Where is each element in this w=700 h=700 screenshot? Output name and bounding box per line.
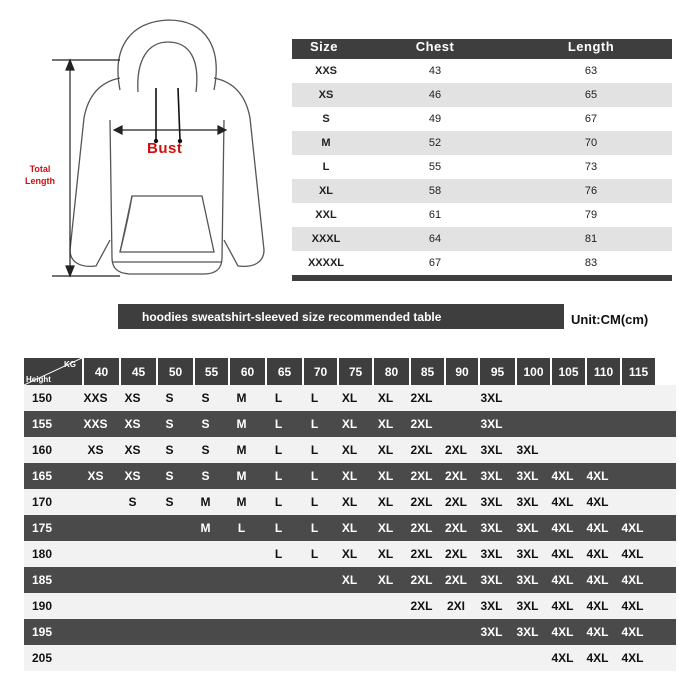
weight-header-cell: 70	[304, 358, 337, 385]
size-recommendation-cell	[405, 645, 438, 671]
size-recommendation-cell: L	[274, 391, 283, 405]
size-recommendation-cell: XXS	[83, 417, 108, 431]
size-recommendation-cell: XL	[377, 521, 394, 535]
size-recommendation-cell	[546, 411, 579, 437]
height-cell: 170	[32, 495, 53, 509]
size-recommendation-cell: XS	[124, 391, 141, 405]
size-recommendation-cell	[333, 619, 366, 645]
size-recommendation-cell: S	[165, 391, 174, 405]
size-recommendation-cell	[152, 619, 187, 645]
size-cell: L	[322, 161, 330, 173]
size-table-row	[292, 227, 672, 251]
size-table-header	[292, 39, 672, 59]
size-recommendation-cell: M	[236, 495, 247, 509]
size-recommendation-cell: 3XL	[516, 469, 539, 483]
size-recommendation-cell	[298, 619, 331, 645]
size-recommendation-cell: L	[274, 443, 283, 457]
length-cell: 67	[584, 113, 598, 125]
size-recommendation-cell: L	[274, 417, 283, 431]
weight-header-row	[24, 358, 676, 385]
size-recommendation-cell: 3XL	[516, 521, 539, 535]
size-recommendation-cell	[546, 385, 579, 411]
size-recommendation-cell	[333, 593, 366, 619]
chest-cell: 61	[428, 209, 442, 221]
height-cell: 195	[32, 625, 53, 639]
size-recommendation-cell: 2XI	[446, 599, 465, 613]
height-row	[24, 411, 676, 437]
size-recommendation-cell: XL	[377, 391, 394, 405]
chest-cell: 64	[428, 233, 442, 245]
size-table-row	[292, 155, 672, 179]
size-cell: XXS	[314, 65, 337, 77]
size-recommendation-cell: L	[274, 521, 283, 535]
size-recommendation-cell: XL	[377, 443, 394, 457]
size-recommendation-cell	[440, 411, 472, 437]
weight-header-cell: 100	[517, 358, 550, 385]
size-recommendation-cell: 3XL	[480, 495, 503, 509]
size-recommendation-cell	[78, 489, 113, 515]
size-recommendation-cell: XXS	[83, 391, 108, 405]
size-recommendation-cell: XS	[124, 417, 141, 431]
weight-header-cell: 95	[480, 358, 515, 385]
height-cell: 160	[32, 443, 53, 457]
size-recommendation-cell: 4XL	[621, 573, 644, 587]
size-recommendation-cell	[115, 593, 150, 619]
size-recommendation-cell	[368, 645, 403, 671]
height-row	[24, 489, 676, 515]
size-recommendation-cell: 4XL	[621, 547, 644, 561]
size-recommendation-cell: M	[236, 469, 247, 483]
size-recommendation-cell: 3XL	[480, 625, 503, 639]
size-recommendation-cell: 2XL	[410, 547, 433, 561]
length-cell: 65	[584, 89, 598, 101]
height-cell: 150	[32, 391, 53, 405]
size-recommendation-cell: 4XL	[551, 651, 574, 665]
header-length: Length	[567, 39, 615, 54]
size-recommendation-cell: XL	[341, 417, 358, 431]
chest-cell: 43	[428, 65, 442, 77]
size-table-row	[292, 131, 672, 155]
chest-cell: 49	[428, 113, 442, 125]
height-cell: 165	[32, 469, 53, 483]
size-recommendation-cell	[511, 411, 544, 437]
size-recommendation-cell: XL	[341, 521, 358, 535]
size-recommendation-cell	[115, 567, 150, 593]
length-cell: 70	[584, 137, 598, 149]
size-recommendation-cell: 3XL	[516, 495, 539, 509]
size-recommendation-cell: 3XL	[516, 573, 539, 587]
size-recommendation-cell	[298, 645, 331, 671]
size-recommendation-cell	[298, 593, 331, 619]
size-recommendation-cell: 2XL	[410, 417, 433, 431]
size-recommendation-cell: XL	[377, 417, 394, 431]
chest-cell: 46	[428, 89, 442, 101]
size-recommendation-cell: 4XL	[551, 573, 574, 587]
size-recommendation-cell: XS	[124, 443, 141, 457]
height-row	[24, 541, 676, 567]
size-recommendation-cell: L	[310, 417, 319, 431]
size-recommendation-cell	[261, 567, 296, 593]
height-cell: 190	[32, 599, 53, 613]
size-recommendation-cell	[511, 385, 544, 411]
size-recommendation-cell: 2XL	[410, 469, 433, 483]
size-recommendation-cell	[474, 645, 509, 671]
size-recommendation-cell: XS	[87, 469, 104, 483]
recommend-banner: hoodies sweatshirt-sleeved size recommended table	[118, 304, 564, 329]
height-row	[24, 619, 676, 645]
size-recommendation-cell: S	[165, 469, 174, 483]
size-recommendation-cell: 3XL	[480, 391, 503, 405]
size-cell: S	[322, 113, 330, 125]
size-recommendation-cell: 2XL	[410, 573, 433, 587]
size-recommendation-cell: S	[165, 495, 174, 509]
size-recommendation-cell: S	[201, 417, 210, 431]
size-recommendation-cell	[78, 645, 113, 671]
unit-label: Unit:CM(cm)	[571, 312, 649, 327]
size-cell: M	[321, 137, 331, 149]
size-recommendation-cell: XL	[377, 495, 394, 509]
size-recommendation-cell	[189, 619, 222, 645]
size-recommendation-cell	[152, 593, 187, 619]
size-recommendation-cell: XL	[341, 391, 358, 405]
size-recommendation-cell: 3XL	[480, 547, 503, 561]
size-recommendation-cell: L	[274, 495, 283, 509]
length-cell: 76	[584, 185, 598, 197]
size-cell: XXXL	[311, 233, 341, 245]
size-recommendation-cell	[298, 567, 331, 593]
height-row	[24, 645, 676, 671]
height-cell: 175	[32, 521, 53, 535]
size-recommendation-cell: 4XL	[551, 547, 574, 561]
size-recommendation-cell	[224, 567, 259, 593]
size-recommendation-cell	[440, 645, 472, 671]
size-recommendation-cell: XL	[341, 547, 358, 561]
weight-header-cell: 75	[339, 358, 372, 385]
size-recommendation-cell: 2XL	[410, 391, 433, 405]
size-recommendation-cell: L	[274, 469, 283, 483]
size-recommendation-cell: 2XL	[410, 599, 433, 613]
size-recommendation-cell: 3XL	[480, 521, 503, 535]
size-cell: XXL	[315, 209, 337, 221]
length-cell: 83	[584, 257, 598, 269]
size-recommendation-cell	[581, 437, 614, 463]
grid-body	[24, 385, 676, 671]
size-recommendation-cell: XL	[377, 573, 394, 587]
size-recommendation-cell: 4XL	[621, 625, 644, 639]
size-recommendation-cell	[581, 411, 614, 437]
chest-cell: 67	[428, 257, 442, 269]
size-recommendation-cell: L	[274, 547, 283, 561]
size-recommendation-cell: XL	[341, 573, 358, 587]
weight-header-cell: 105	[552, 358, 585, 385]
size-recommendation-cell	[152, 515, 187, 541]
size-recommendation-cell	[368, 619, 403, 645]
size-table-row	[292, 83, 672, 107]
size-recommendation-cell: 4XL	[586, 573, 609, 587]
size-recommendation-cell: S	[128, 495, 137, 509]
size-recommendation-cell	[189, 541, 222, 567]
size-recommendation-cell: 4XL	[551, 495, 574, 509]
size-recommendation-cell: 3XL	[516, 443, 539, 457]
size-recommendation-cell: 4XL	[621, 651, 644, 665]
weight-header-cell: 110	[587, 358, 620, 385]
size-recommendation-cell: 4XL	[551, 599, 574, 613]
size-recommendation-cell: 2XL	[444, 547, 467, 561]
height-row	[24, 593, 676, 619]
size-recommendation-cell: L	[310, 547, 319, 561]
size-recommendation-cell: 2XL	[410, 443, 433, 457]
size-recommendation-cell	[616, 411, 649, 437]
size-recommendation-cell: XL	[341, 443, 358, 457]
size-recommendation-cell	[78, 567, 113, 593]
size-recommendation-cell: 3XL	[480, 417, 503, 431]
size-recommendation-cell	[78, 541, 113, 567]
height-row	[24, 385, 676, 411]
size-recommendation-cell: S	[165, 443, 174, 457]
size-recommendation-cell	[78, 515, 113, 541]
size-recommendation-cell: 4XL	[621, 521, 644, 535]
size-table-body	[292, 59, 672, 275]
size-recommendation-cell: XL	[377, 547, 394, 561]
size-recommendation-grid	[24, 358, 676, 671]
weight-header-cell: 50	[158, 358, 193, 385]
chest-cell: 55	[428, 161, 442, 173]
size-recommendation-cell: XS	[124, 469, 141, 483]
size-recommendation-cell	[152, 567, 187, 593]
size-recommendation-cell: 4XL	[551, 625, 574, 639]
size-recommendation-cell: M	[236, 391, 247, 405]
size-recommendation-cell	[115, 619, 150, 645]
size-recommendation-cell: M	[200, 521, 211, 535]
size-recommendation-cell: L	[310, 521, 319, 535]
weight-header-cell: 55	[195, 358, 228, 385]
size-recommendation-cell: L	[310, 495, 319, 509]
size-recommendation-cell	[78, 619, 113, 645]
size-recommendation-cell: S	[201, 391, 210, 405]
size-recommendation-cell	[440, 619, 472, 645]
size-recommendation-cell: XL	[377, 469, 394, 483]
size-recommendation-cell: L	[237, 521, 246, 535]
header-size: Size	[310, 39, 339, 54]
size-table-row	[292, 107, 672, 131]
weight-header-cell: 40	[84, 358, 119, 385]
length-cell: 73	[584, 161, 598, 173]
bust-label: Bust	[147, 140, 183, 157]
size-recommendation-cell	[189, 593, 222, 619]
size-recommendation-cell	[261, 645, 296, 671]
size-chart-table	[292, 39, 672, 281]
size-recommendation-cell	[78, 593, 113, 619]
size-recommendation-cell	[440, 385, 472, 411]
weight-header-cell: 65	[267, 358, 302, 385]
size-recommendation-cell	[224, 645, 259, 671]
size-recommendation-cell	[152, 645, 187, 671]
height-row	[24, 515, 676, 541]
size-table-row	[292, 179, 672, 203]
size-recommendation-cell: 2XL	[410, 495, 433, 509]
height-cell: 185	[32, 573, 53, 587]
size-recommendation-cell: S	[165, 417, 174, 431]
size-recommendation-cell: 3XL	[480, 469, 503, 483]
size-recommendation-cell	[152, 541, 187, 567]
size-table-row	[292, 203, 672, 227]
weight-header-cell: 85	[411, 358, 444, 385]
size-recommendation-cell: 2XL	[444, 573, 467, 587]
header-chest: Chest	[415, 39, 455, 54]
size-recommendation-cell: 4XL	[586, 495, 609, 509]
weight-header-cell: 80	[374, 358, 409, 385]
size-recommendation-cell: 4XL	[551, 469, 574, 483]
hoodie-illustration	[0, 0, 290, 300]
size-recommendation-cell: 2XL	[444, 469, 467, 483]
size-recommendation-cell: 3XL	[516, 625, 539, 639]
size-recommendation-cell	[616, 463, 649, 489]
size-recommendation-cell: M	[200, 495, 211, 509]
height-cell: 205	[32, 651, 53, 665]
size-recommendation-cell	[261, 593, 296, 619]
length-cell: 79	[584, 209, 598, 221]
height-row	[24, 567, 676, 593]
size-recommendation-cell: L	[310, 469, 319, 483]
size-table-row	[292, 251, 672, 275]
kg-label: KG	[64, 360, 76, 369]
size-recommendation-cell: 2XL	[444, 521, 467, 535]
size-table-row	[292, 59, 672, 83]
weight-header-cell: 115	[622, 358, 655, 385]
size-recommendation-cell: L	[310, 391, 319, 405]
chest-cell: 52	[428, 137, 442, 149]
size-recommendation-cell	[115, 515, 150, 541]
size-recommendation-cell: 4XL	[586, 599, 609, 613]
size-recommendation-cell: M	[236, 417, 247, 431]
size-cell: XL	[318, 185, 334, 197]
size-recommendation-cell: 4XL	[586, 651, 609, 665]
height-row	[24, 463, 676, 489]
size-recommendation-cell: S	[201, 469, 210, 483]
length-cell: 81	[584, 233, 598, 245]
weight-header-cell: 60	[230, 358, 265, 385]
size-recommendation-cell: S	[201, 443, 210, 457]
size-recommendation-cell	[616, 437, 649, 463]
size-recommendation-cell: XL	[341, 495, 358, 509]
size-recommendation-cell	[581, 385, 614, 411]
size-recommendation-cell: 4XL	[586, 469, 609, 483]
size-recommendation-cell: XS	[87, 443, 104, 457]
size-recommendation-cell	[224, 593, 259, 619]
size-recommendation-cell: 4XL	[551, 521, 574, 535]
size-recommendation-cell: 4XL	[586, 625, 609, 639]
size-recommendation-cell: 4XL	[586, 521, 609, 535]
size-recommendation-cell: L	[310, 443, 319, 457]
size-recommendation-cell	[405, 619, 438, 645]
size-recommendation-cell: 3XL	[480, 599, 503, 613]
grid-corner-cell	[24, 358, 82, 385]
height-cell: 180	[32, 547, 53, 561]
size-recommendation-cell: 2XL	[444, 443, 467, 457]
size-cell: XS	[318, 89, 334, 101]
size-recommendation-cell	[224, 541, 259, 567]
size-table-footer-bar	[292, 275, 672, 281]
height-label: Height	[26, 375, 51, 384]
size-recommendation-cell	[616, 489, 649, 515]
size-cell: XXXXL	[307, 257, 345, 269]
size-recommendation-cell: M	[236, 443, 247, 457]
size-recommendation-cell	[511, 645, 544, 671]
size-recommendation-cell: 2XL	[410, 521, 433, 535]
height-cell: 155	[32, 417, 53, 431]
size-recommendation-cell: 3XL	[516, 547, 539, 561]
size-recommendation-cell: 3XL	[516, 599, 539, 613]
size-recommendation-cell: 2XL	[444, 495, 467, 509]
size-recommendation-cell	[333, 645, 366, 671]
size-recommendation-cell: 4XL	[586, 547, 609, 561]
total-length-label: Total Length	[25, 164, 55, 186]
size-recommendation-cell: 3XL	[480, 443, 503, 457]
size-recommendation-cell	[368, 593, 403, 619]
size-recommendation-cell	[115, 645, 150, 671]
size-recommendation-cell: 4XL	[621, 599, 644, 613]
length-cell: 63	[584, 65, 598, 77]
size-recommendation-cell	[189, 567, 222, 593]
size-recommendation-cell	[616, 385, 649, 411]
size-recommendation-cell	[261, 619, 296, 645]
height-row	[24, 437, 676, 463]
size-recommendation-cell	[115, 541, 150, 567]
weight-header-cell: 45	[121, 358, 156, 385]
size-recommendation-cell	[189, 645, 222, 671]
size-recommendation-cell: 3XL	[480, 573, 503, 587]
size-recommendation-cell: XL	[341, 469, 358, 483]
weight-header-cell: 90	[446, 358, 478, 385]
size-recommendation-cell	[224, 619, 259, 645]
chest-cell: 58	[428, 185, 442, 197]
size-recommendation-cell	[546, 437, 579, 463]
